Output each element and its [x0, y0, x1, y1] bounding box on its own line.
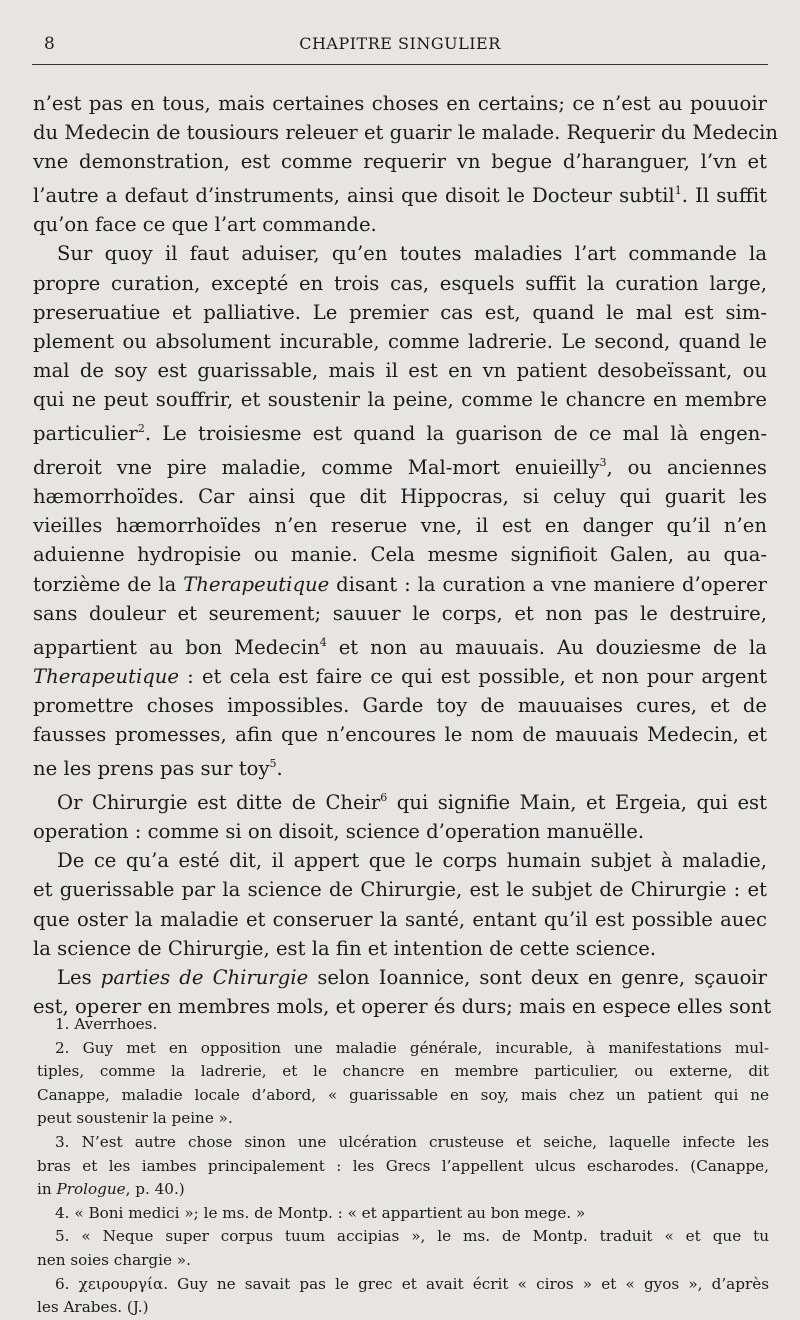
text-line: vieilles hæmorrhoïdes n’en reserue vne, il est en danger qu’il n’en	[33, 514, 767, 538]
text-line: vne demonstration, est comme requerir vn begue d’haranguer, l’vn et	[33, 150, 767, 174]
text-line: preseruatiue et palliative. Le premier cas est, quand le mal est sim-	[33, 300, 767, 324]
footnote-line: in Prologue, p. 40.)	[37, 1180, 185, 1199]
text-line: propre curation, excepté en trois cas, esquels suffit la curation large,	[33, 271, 767, 295]
italic-term: parties de Chirurgie	[100, 965, 309, 989]
text-line: est, operer en membres mols, et operer és durs; mais en espece elles sont	[33, 994, 772, 1018]
text-line: Therapeutique : et cela est faire ce qui est possible, et non pour argent	[33, 664, 767, 688]
footnote-line: peut soustenir la peine ».	[37, 1109, 233, 1128]
text-line: appartient au bon Medecin$^4$ et non au mauuais. Au douziesme de la	[33, 635, 767, 659]
footnote: 5. « Neque super corpus tuum accipias », le ms. de Montp. traduit « et que tu	[55, 1227, 769, 1246]
footnotes	[37, 1013, 769, 1320]
text-line: operation : comme si on disoit, science d’operation manuëlle.	[33, 820, 645, 844]
footnote: 3. N’est autre chose sinon une ulcération crusteuse et seiche, laquelle infecte les	[55, 1132, 769, 1151]
footnote-ref: 5	[269, 757, 277, 771]
italic-title: Therapeutique	[183, 572, 330, 596]
text-line: la science de Chirurgie, est la fin et intention de cette science.	[33, 936, 657, 960]
main-text	[33, 89, 778, 1021]
text-line: mal de soy est guarissable, mais il est en vn patient desobeïssant, ou	[33, 358, 767, 382]
text-line: Or Chirurgie est ditte de Cheir$^6$ qui signifie Main, et Ergeia, qui est	[57, 791, 767, 815]
footnote: 2. Guy met en opposition une maladie générale, incurable, à manifestations mul-	[55, 1038, 769, 1057]
text-line: particulier$^2$. Le troisiesme est quand la guarison de ce mal là engen-	[33, 422, 767, 446]
text-line: ne les prens pas sur toy$^5$.	[33, 757, 283, 781]
text-line: De ce qu’a esté dit, il appert que le corps humain subjet à maladie,	[57, 849, 767, 873]
text-line: qui ne peut souffrir, et soustenir la peine, comme le chancre en membre	[33, 387, 767, 411]
text-line: fausses promesses, afin que n’encoures le nom de mauuais Medecin, et	[33, 722, 767, 746]
footnote-ref: 3	[599, 456, 607, 470]
footnote-ref: 4	[319, 635, 327, 649]
footnote-line: nen soies chargie ».	[37, 1250, 191, 1269]
text-line: hæmorrhoïdes. Car ainsi que dit Hippocras, si celuy qui guarit les	[33, 485, 767, 509]
text-line: aduienne hydropisie ou manie. Cela mesme signifioit Galen, au qua-	[33, 543, 767, 567]
footnote-ref: 2	[137, 422, 145, 436]
footnote-ref: 1	[674, 184, 682, 198]
text-line: promettre choses impossibles. Garde toy de mauuaises cures, et de	[33, 693, 767, 717]
text-line: dreroit vne pire maladie, comme Mal-mort enuieilly$^3$, ou anciennes	[33, 456, 767, 480]
text-line: sans douleur et seurement; sauuer le corps, et non pas le destruire,	[33, 601, 767, 625]
text-line: du Medecin de tousiours releuer et guarir le malade. Requerir du Medecin	[33, 121, 778, 145]
footnote: 4. « Boni medici »; le ms. de Montp. : « et appartient au bon mege. »	[55, 1203, 586, 1222]
footnote: 6. χειρουργία. Guy ne savait pas le grec et avait écrit « ciros » et « gyos », d’après	[55, 1274, 769, 1293]
footnote-line: Canappe, maladie locale d’abord, « guarissable en soy, mais chez un patient qui ne	[37, 1085, 769, 1104]
text-line: Sur quoy il faut aduiser, qu’en toutes maladies l’art commande la	[57, 242, 767, 266]
text-line: torzième de la Therapeutique disant : la curation a vne maniere d’operer	[33, 572, 767, 596]
text-line: Les parties de Chirurgie selon Ioannice, sont deux en genre, sçauoir	[57, 965, 767, 989]
text-line: et guerissable par la science de Chirurgie, est le subjet de Chirurgie : et	[33, 878, 767, 902]
text-line: que oster la maladie et conseruer la santé, entant qu’il est possible auec	[33, 907, 767, 931]
running-title: CHAPITRE SINGULIER	[299, 34, 501, 53]
text-line: n’est pas en tous, mais certaines choses en certains; ce n’est au pouuoir	[33, 92, 767, 115]
footnote-line: tiples, comme la ladrerie, et le chancre en membre particulier, ou externe, dit	[37, 1062, 769, 1081]
footnote-line: les Arabes. (J.)	[37, 1298, 149, 1317]
footnote: 1. Averrhoes.	[55, 1015, 158, 1033]
italic-title: Prologue	[56, 1180, 126, 1199]
text-line: plement ou absolument incurable, comme ladrerie. Le second, quand le	[33, 329, 767, 353]
footnote-line: bras et les iambes principalement : les Grecs l’appellent ulcus escharodes. (Canappe,	[37, 1156, 769, 1175]
text-line: l’autre a defaut d’instruments, ainsi que disoit le Docteur subtil$^1$. Il suffit	[33, 184, 767, 208]
footnote-ref: 6	[380, 791, 388, 805]
page-number: 8	[44, 34, 55, 54]
italic-title: Therapeutique	[33, 664, 179, 688]
text-line: qu’on face ce que l’art commande.	[33, 213, 377, 237]
page-header	[32, 30, 768, 65]
